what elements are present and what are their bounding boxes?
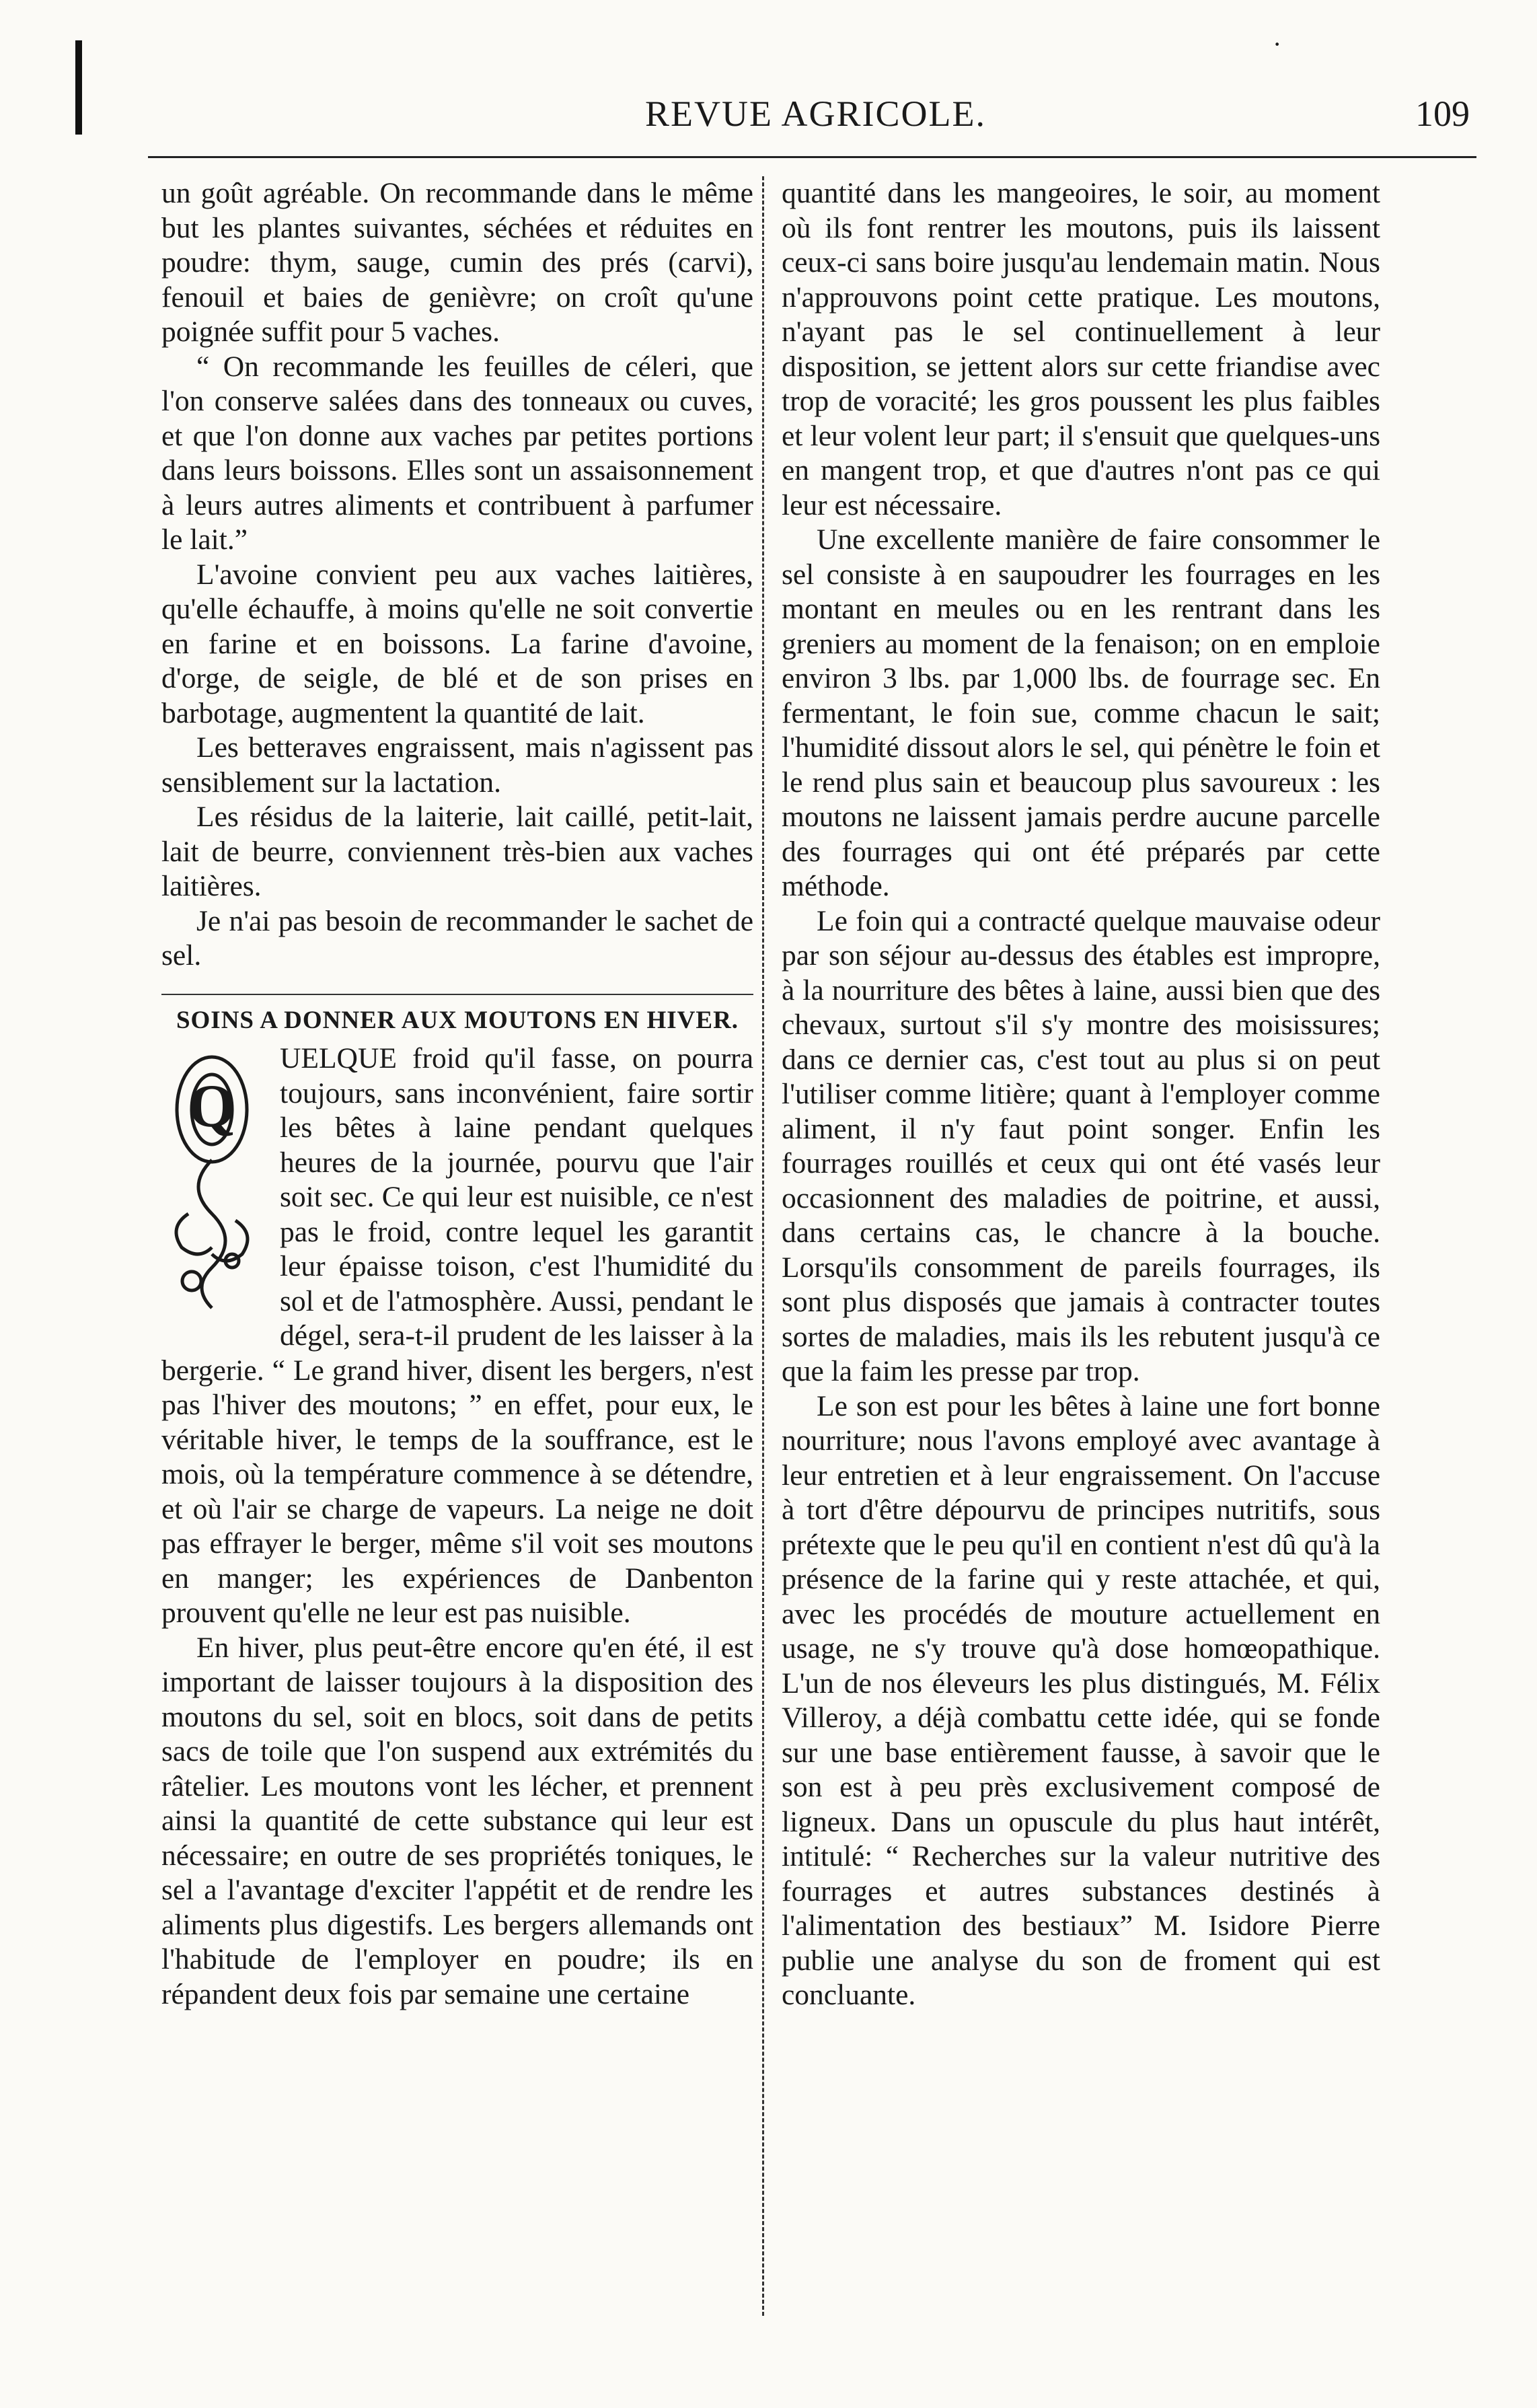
dropcap-letter: Q: [188, 1073, 236, 1140]
page-number: 109: [1415, 94, 1470, 134]
ornamental-dropcap: [161, 1046, 262, 1328]
paragraph: Les betteraves engraissent, mais n'agissent pas sensiblement sur la lactation.: [161, 731, 753, 799]
paragraph: un goût agréable. On recommande dans le même but les plantes suivantes, séchées et réduites en poudre: thym, sauge, cumin des prés (carvi), fenouil et baies de genièvre; on croît qu'une poignée suffit pour 5 vaches.: [161, 177, 753, 348]
column-divider: [762, 176, 764, 2316]
left-column: [161, 176, 753, 2012]
paragraph: Une excellente manière de faire consommer le sel consiste à en saupoudrer les fourrages en les montant en meules ou en les rentrant dans les greniers au moment de la fenaison; on en emploie environ 3 lbs. par 1,000 lbs. de fourrage sec. En fermentant, le foin sue, comme chacun le sait; l'humidité dissout alors le sel, qui pénètre le foin et le rend plus sain et beaucoup plus savoureux : les moutons ne laissent jamais perdre aucune parcelle des fourrages qui ont été préparés par cette méthode.: [782, 523, 1380, 902]
ornate-q-icon: [161, 1046, 262, 1328]
paragraph: “ On recommande les feuilles de céleri, que l'on conserve salées dans des tonneaux ou cuves, et que l'on donne aux vaches par petites portions dans leurs boissons. Elles sont un assaisonnement à leurs autres aliments et contribuent à parfumer le lait.”: [161, 350, 753, 556]
page-header: [161, 93, 1470, 140]
paragraph: En hiver, plus peut-être encore qu'en été, il est important de laisser toujours à la disposition des moutons du sel, soit en blocs, soit dans de petits sacs de toile que l'on suspend aux extrémités du râtelier. Les moutons vont les lécher, et prennent ainsi la quantité de cette substance qui leur est nécessaire; en outre de ses propriétés toniques, le sel a l'avantage d'exciter l'appétit et de rendre les aliments plus digestifs. Les bergers allemands ont l'habitude de l'employer en poudre; ils en répandent deux fois par semaine une certaine: [161, 1631, 753, 2010]
paragraph: Les résidus de la laiterie, lait caillé, petit-lait, lait de beurre, conviennent très-bien aux vaches laitières.: [161, 801, 753, 902]
running-title: REVUE AGRICOLE.: [645, 94, 986, 134]
binding-mark: [75, 40, 82, 135]
paragraph: quantité dans les mangeoires, le soir, au moment où ils font rentrer les moutons, puis ils laissent ceux-ci sans boire jusqu'au lendemain matin. Nous n'approuvons point cette pratique. Les moutons, n'ayant pas le sel continuellement à leur disposition, se jettent alors sur cette friandise avec trop de voracité; les gros poussent les plus faibles et leur volent leur part; il s'ensuit que quelques-uns en mangent trop, et que d'autres n'ont pas ce qui leur est nécessaire.: [782, 177, 1380, 521]
paragraph: L'avoine convient peu aux vaches laitières, qu'elle échauffe, à moins qu'elle ne soit convertie en farine et en boissons. La farine d'avoine, d'orge, de seigle, de blé et de son prises en barbotage, augmentent la quantité de lait.: [161, 558, 753, 729]
paragraph: Le son est pour les bêtes à laine une fort bonne nourriture; nous l'avons employé avec avantage à leur entretien et à leur engraissement. On l'accuse à tort d'être dépourvu de principes nutritifs, sous prétexte que le peu qu'il en contient n'est dû qu'à la présence de la farine qui y reste attachée, et qui, avec les procédés de mouture actuellement en usage, ne s'y trouve qu'à dose homœopathique. L'un de nos éleveurs les plus distingués, M. Félix Villeroy, a déjà combattu cette idée, qui se fonde sur une base entièrement fausse, à savoir que le son est à peu près exclusivement composé de ligneux. Dans un opuscule du plus haut intérêt, intitulé: “ Recherches sur la valeur nutritive des fourrages et autres substances destinés à l'alimentation des bestiaux” M. Isidore Pierre publie une analyse du son de froment qui est concluante.: [782, 1389, 1380, 2011]
print-speck: ·: [1273, 29, 1282, 59]
paragraph: Je n'ai pas besoin de recommander le sachet de sel.: [161, 904, 753, 972]
header-rule: [148, 156, 1476, 158]
right-column: [782, 176, 1380, 2013]
paragraph: Le foin qui a contracté quelque mauvaise odeur par son séjour au-dessus des étables est impropre, à la nourriture des bêtes à laine, aussi bien que des chevaux, surtout s'il s'y montre des moisissures; dans ce dernier cas, c'est tout au plus si on peut l'utiliser comme litière; quant à l'employer comme aliment, il n'y faut point songer. Enfin les fourrages rouillés et ceux qui ont été vasés leur occasionnent des maladies de poitrine, et aussi, dans certains cas, le chancre à la bouche. Lorsqu'ils consomment de pareils fourrages, ils sont plus disposés que jamais à contracter toutes sortes de maladies, mais ils les rebutent jusqu'à ce que la faim les presse par trop.: [782, 904, 1380, 1387]
section-title: SOINS A DONNER AUX MOUTONS EN HIVER.: [161, 994, 753, 1038]
paragraph: UELQUE froid qu'il fasse, on pourra toujours, sans inconvénient, faire sortir les bêtes à laine pendant quelques heures de la journée, pourvu que l'air soit sec. Ce qui leur est nuisible, ce n'est pas le froid, contre lequel les garantit leur épaisse toison, c'est l'humidité du sol et de l'atmosphère. Aussi, pendant le dégel, sera-t-il prudent de les laisser à la bergerie. “ Le grand hiver, disent les bergers, n'est pas l'hiver des moutons; ” en effet, pour eux, le véritable hiver, le temps de la souffrance, est le mois, où la température commence à se détendre, et où l'air se charge de vapeurs. La neige ne doit pas effrayer le berger, même s'il voit ses moutons en manger; les expériences de Danbenton prouvent qu'elle ne leur est pas nuisible.: [161, 1042, 753, 1629]
